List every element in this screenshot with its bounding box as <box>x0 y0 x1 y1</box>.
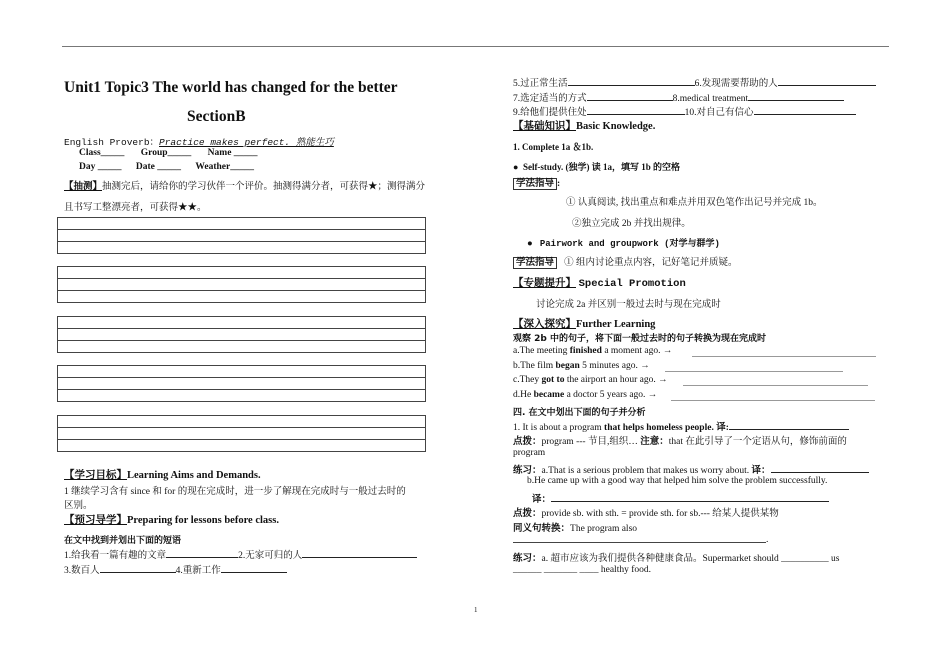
note-1: 点拨：program --- 节目,组织… 注意：that 在此引导了一个定语从句，修饰前面的 <box>513 437 847 447</box>
group-field: Group_____ <box>140 148 192 158</box>
check-text-2: 且书写工整漂亮者，可获得★★。 <box>64 203 207 213</box>
check-line-1 <box>64 178 425 192</box>
name-field: Name _____ <box>207 148 258 158</box>
analysis-sentence-1: 1. It is about a program that helps homeless people. 译: <box>513 419 849 433</box>
answer-line-d[interactable] <box>671 400 875 401</box>
phrase-row-5: 9.给他们提供住处 10.对自己有信心 <box>513 104 856 118</box>
proverb <box>64 134 334 148</box>
practice-b-translation: 译： <box>532 491 829 505</box>
bullet-icon: ● <box>527 239 533 249</box>
basic-heading: 【基础知识】Basic Knowledge. <box>513 121 656 132</box>
page-title: Unit1 Topic3 The world has changed for the better <box>64 79 398 96</box>
self-study: ● Self-study. (独学) 读 1a，填写 1b 的空格 <box>513 162 680 172</box>
bullet-icon: ● <box>513 162 519 172</box>
practice-b: b.He came up with a good way that helped him solve the problem successfully. <box>527 476 828 486</box>
preview-heading: 【预习导学】Preparing for lessons before class. <box>64 515 279 526</box>
promotion-text: 讨论完成 2a 并区别一般过去时与现在完成时 <box>536 300 721 310</box>
proverb-text: Practice makes perfect. 熟能生巧 <box>159 137 334 148</box>
writing-table-2 <box>57 266 426 303</box>
writing-table-4 <box>57 365 426 402</box>
day-field: Day _____ <box>79 162 122 172</box>
synonym-transform: 同义句转换：The program also <box>513 524 638 534</box>
method2 <box>513 254 738 268</box>
method-label: 学法指导 : <box>513 175 560 189</box>
answer-line-c[interactable] <box>683 385 868 386</box>
sentence-b: b.The film began 5 minutes ago. → <box>513 361 650 371</box>
writing-table-3 <box>57 316 426 353</box>
page-number: 1 <box>474 606 478 614</box>
check-label: 【抽测】 <box>64 182 103 192</box>
weather-field: Weather_____ <box>195 162 254 172</box>
synonym-period: . <box>766 535 769 545</box>
promotion-heading: 【专题提升】 Special Promotion <box>513 278 686 290</box>
phrase-row-1: 1.给我看一篇有趣的文章 2.无家可归的人 <box>64 547 417 561</box>
header-rule <box>62 46 889 47</box>
method2-label: 学法指导 <box>513 257 557 269</box>
writing-table-5 <box>57 415 426 452</box>
complete-task: 1. Complete 1a ＆1b. <box>513 142 594 152</box>
phrase-row-2: 3.数百人 4.重新工作 <box>64 562 287 576</box>
note-1-tail: program <box>513 448 546 458</box>
answer-line-a[interactable] <box>692 356 876 357</box>
section-title: SectionB <box>187 108 246 125</box>
method2-text: ① 组内讨论重点内容，记好笔记并质疑。 <box>564 258 738 268</box>
method-step-2: ②独立完成 2b 并找出规律。 <box>572 219 691 229</box>
aims-line-1: 1 继续学习含有 since 和 for 的现在完成时，进一步了解现在完成时与一般过去时的 <box>64 487 406 497</box>
info-row-2 <box>79 162 254 172</box>
phrase-row-4: 7.选定适当的方式 8.medical treatment <box>513 90 844 104</box>
aims-heading: 【学习目标】Learning Aims and Demands. <box>64 470 261 481</box>
note-2: 点拨：provide sb. with sth. = provide sth. for sb.--- 给某人提供某物 <box>513 509 779 519</box>
further-heading: 【深入探究】Further Learning <box>513 319 656 330</box>
info-row-1 <box>79 148 258 158</box>
sentence-d: d.He became a doctor 5 years ago. → <box>513 390 658 400</box>
phrase-row-3: 5.过正常生活 6.发现需要帮助的人 <box>513 75 876 89</box>
further-instruction: 观察 2b 中的句子，将下面一般过去时的句子转换为现在完成时 <box>513 334 766 344</box>
answer-line-b[interactable] <box>665 371 843 372</box>
aims-line-2: 区别。 <box>64 501 93 511</box>
check-text-1: 抽测完后，请给你的学习伙伴一个评价。抽测得满分者，可获得★；测得满分 <box>102 182 426 192</box>
preview-instruction: 在文中找到并划出下面的短语 <box>64 536 182 546</box>
practice-2-line-2: ______ _______ ____ healthy food. <box>513 565 652 575</box>
class-field: Class_____ <box>79 148 125 158</box>
date-field: Date _____ <box>135 162 181 172</box>
part4-heading: 四. 在文中划出下面的句子并分析 <box>513 408 646 418</box>
synonym-answer-line[interactable] <box>513 542 766 543</box>
method-step-1: ① 认真阅读, 找出重点和难点并用双色笔作出记号并完成 1b。 <box>566 198 823 208</box>
sentence-a: a.The meeting finished a moment ago. → <box>513 346 673 356</box>
practice-a: 练习：a.That is a serious problem that makes us worry about. 译： <box>513 462 869 476</box>
pairwork: ● Pairwork and groupwork (对学与群学) <box>527 239 720 249</box>
proverb-label: English Proverb： <box>64 137 160 148</box>
practice-2: 练习：a. 超市应该为我们提供各种健康食品。Supermarket should __________ us <box>513 554 840 564</box>
writing-table-1 <box>57 217 426 254</box>
sentence-c: c.They got to the airport an hour ago. → <box>513 375 668 385</box>
